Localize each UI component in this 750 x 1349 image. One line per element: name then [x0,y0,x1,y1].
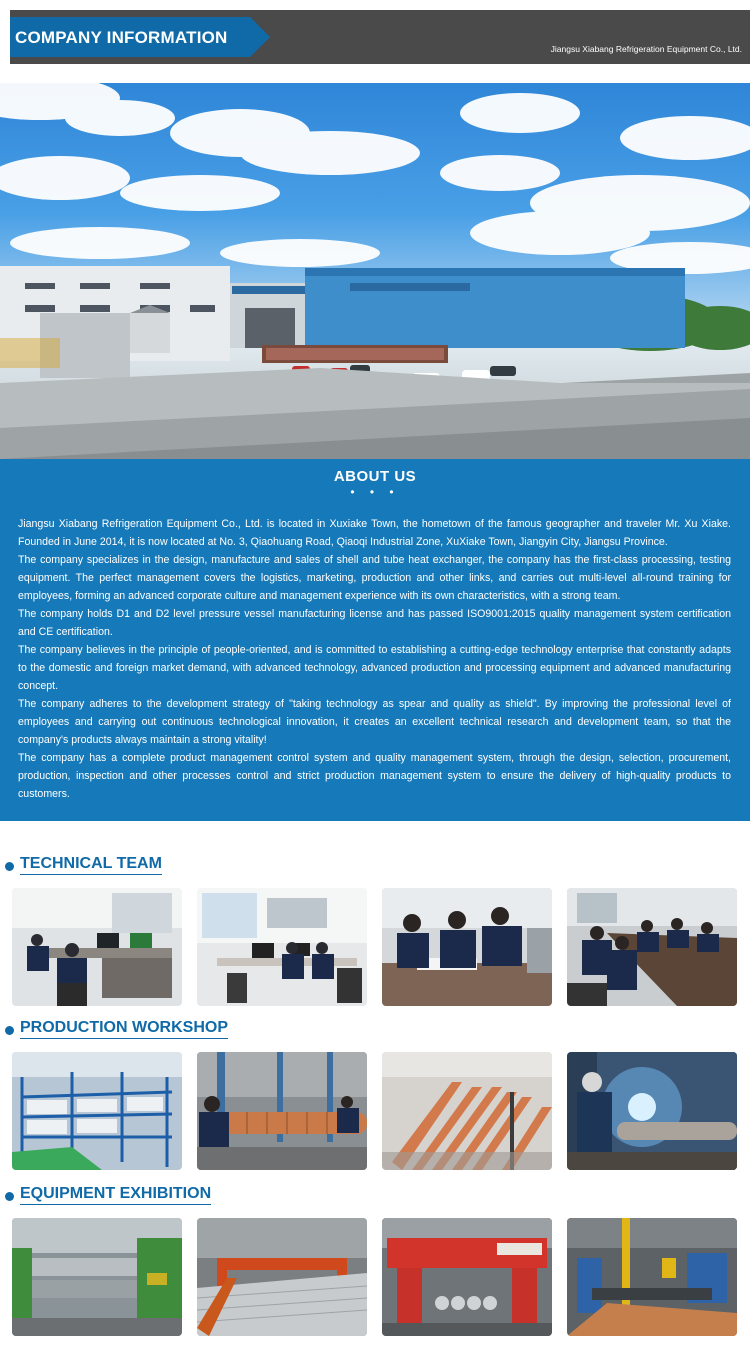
technical-team-photo-1 [12,888,182,1006]
production-workshop-photo-2 [197,1052,367,1170]
about-us-title: ABOUT US [333,468,417,485]
about-us-section [0,459,750,821]
about-paragraph: The company believes in the principle of people-oriented, and is committed to establishing a cutting-edge technology enterprise that constantly adapts to the domestic and foreign market demand, with advanced technology, advanced production and processing equipment and advanced manufacturing concept. [18,644,731,692]
bullet-dot-icon [5,862,14,871]
page-header [10,10,750,64]
production-workshop-photo-4 [567,1052,737,1170]
about-paragraph: The company has a complete product management control system and quality management system, through the design, selection, procurement, production, inspection and other processes control and strict production management system to ensure the delivery of high-quality products to customers. [18,752,731,800]
about-us-dots: • • • [350,485,400,499]
factory-hero-image [0,83,750,459]
production-workshop-title: PRODUCTION WORKSHOP [20,1019,228,1039]
about-paragraph: The company specializes in the design, manufacture and sales of shell and tube heat exchanger, the company has the first-class processing, testing equipment. The perfect management covers the logistics, marketing, production and other links, and carries out multi-level all-round training for employees, forming an advanced corporate culture and management experience with its own characteristics, with a strong team. [18,554,731,602]
equipment-exhibition-photo-4 [567,1218,737,1336]
about-paragraph: Jiangsu Xiabang Refrigeration Equipment Co., Ltd. is located in Xuxiake Town, the hometown of the famous geographer and traveler Mr. Xu Xiake. Founded in June 2014, it is now located at No. 3, Qiaohuang Road, Qiaoqi Industrial Zone, XuXiake Town, Jiangyin City, Jiangsu Province. [18,518,731,548]
header-title: COMPANY INFORMATION [15,28,228,47]
bullet-dot-icon [5,1192,14,1201]
technical-team-photo-3 [382,888,552,1006]
equipment-exhibition-photo-1 [12,1218,182,1336]
about-paragraph: The company holds D1 and D2 level pressure vessel manufacturing license and has passed ISO9001:2015 quality management system certification and CE certification. [18,608,731,638]
about-paragraph: The company adheres to the development strategy of "taking technology as spear and quality as shield". By improving the professional level of employees and carrying out continuous technological innovation, it creates an excellent technical research and development team, so that the company's products always maintain a strong vitality! [18,698,731,746]
production-workshop-photo-1 [12,1052,182,1170]
equipment-exhibition-photo-2 [197,1218,367,1336]
bullet-dot-icon [5,1026,14,1035]
technical-team-title: TECHNICAL TEAM [20,855,162,875]
technical-team-photo-4 [567,888,737,1006]
production-workshop-photo-3 [382,1052,552,1170]
equipment-exhibition-title: EQUIPMENT EXHIBITION [20,1185,211,1205]
header-company-name: Jiangsu Xiabang Refrigeration Equipment Co., Ltd. [550,44,742,54]
equipment-exhibition-photo-3 [382,1218,552,1336]
technical-team-photo-2 [197,888,367,1006]
about-us-text [18,515,731,803]
